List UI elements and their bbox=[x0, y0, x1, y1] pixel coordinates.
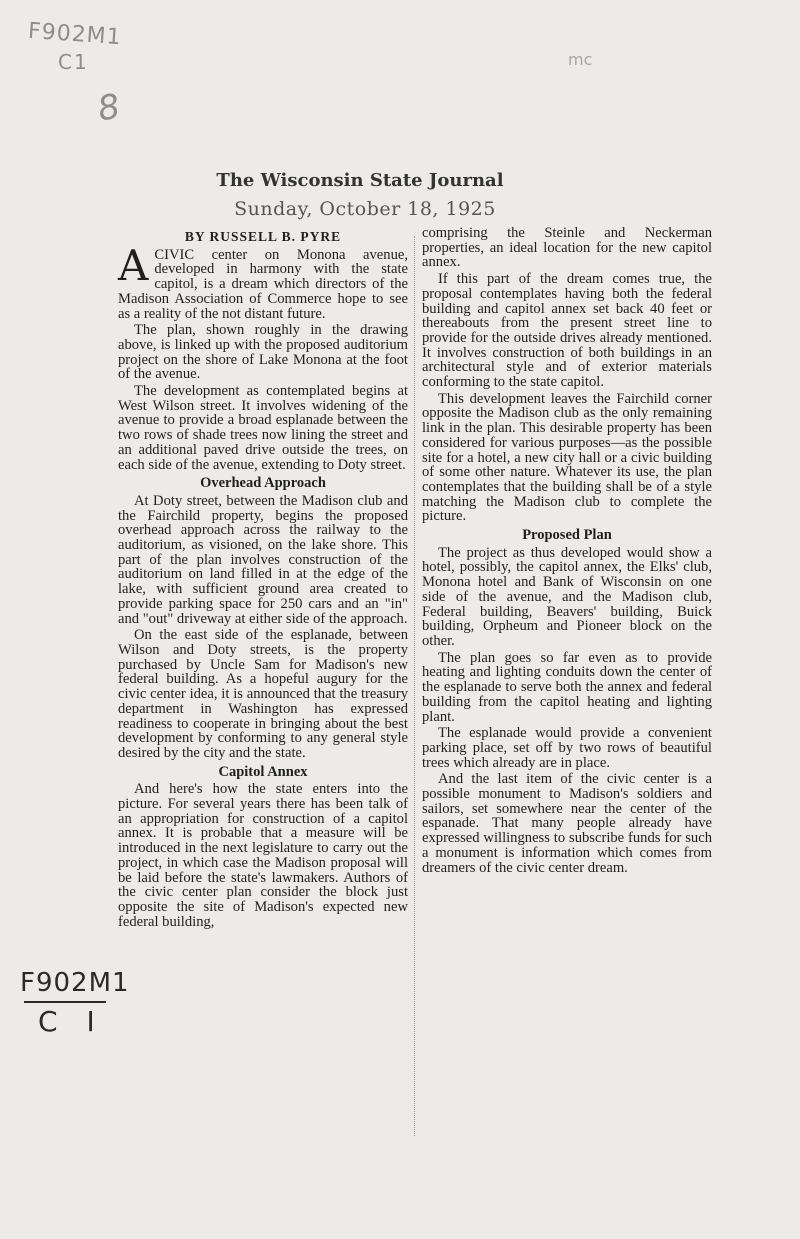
article-paragraph: At Doty street, between the Madison club and the Fairchild property, begins the proposed overhead approach across the railway to the auditorium, as visioned, on the lake shore. This part of the plan involves construction of the auditorium on land filled in at the edge of the lake, with sufficient ground area created to provide parking space for 250 cars and an "in" and "out" driveway at either side of the approach. bbox=[118, 492, 408, 627]
subhead-capitol-annex: Capitol Annex bbox=[218, 763, 308, 780]
article-paragraph: The esplanade would provide a convenient parking place, set off by two rows of beautiful trees which already are in place. bbox=[422, 725, 712, 771]
article-paragraph: And the last item of the civic center is a possible monument to Madison's soldiers and sailors, set somewhere near the center of the espanade. That many people already have expressed willingness to subscribe funds for such a monument is information which comes from dreamers of the civic center dream. bbox=[422, 771, 712, 876]
article-paragraph: The project as thus developed would show a hotel, possibly, the capitol annex, the Elks' club, Monona hotel and Bank of Wisconsin on one side of the avenue, and the Madison club, Federal building, Beavers' building, Buick building, Orpheum and Pioneer block on the other. bbox=[422, 544, 712, 649]
pencil-page-number: 8 bbox=[94, 86, 123, 130]
article-paragraph: The plan, shown roughly in the drawing above, is linked up with the proposed auditorium project on the shore of Lake Monona at the foot of the avenue. bbox=[118, 322, 408, 383]
drop-cap: A bbox=[118, 240, 149, 290]
article-paragraph: The plan goes so far even as to provide heating and lighting conduits down the center of the esplanade to serve both the annex and federal building from the capitol heating and lighting plant. bbox=[422, 649, 712, 725]
column-divider bbox=[414, 236, 415, 1136]
byline: BY RUSSELL B. PYRE bbox=[184, 229, 342, 244]
subhead-overhead-approach: Overhead Approach bbox=[200, 475, 326, 492]
article-paragraph: And here's how the state enters into the picture. For several years there has been talk of an appropriation for construction of a capitol annex. It is probable that a measure will be introduced in the next legislature to carry out the project, in which case the Madison proposal will be laid before the state's lawmakers. Authors of the civic center plan consider the block just opposite the site of Madison's expected new federal building, bbox=[118, 781, 408, 930]
pencil-annotation-ci: C1 bbox=[58, 50, 89, 74]
margin-ci: C I bbox=[38, 1005, 105, 1038]
pencil-annotation-code: F902M1 bbox=[27, 18, 123, 51]
dateline: Sunday, October 18, 1925 bbox=[234, 198, 496, 220]
article-paragraph: If this part of the dream comes true, the proposal contemplates having both the federal building and capitol annex set back 40 feet or thereabouts from the present street line to provide for the outside drives already mentioned. It involves construction of both buildings in an architectural style and of exterior materials conforming to the state capitol. bbox=[422, 271, 712, 391]
margin-divider bbox=[24, 1001, 106, 1003]
article-column-right bbox=[422, 226, 712, 877]
article-paragraph: The development as contemplated begins at West Wilson street. It involves widening of the avenue to provide a broad esplanade between the two rows of shade trees now lining the street and an additional paved drive outside the trees, on each side of the avenue, extending to Doty street. bbox=[118, 383, 408, 473]
article-column-left bbox=[118, 226, 408, 931]
article-paragraph: comprising the Steinle and Neckerman properties, an ideal location for the new capitol annex. bbox=[422, 225, 712, 271]
margin-annotation bbox=[20, 968, 130, 1038]
article-paragraph: This development leaves the Fairchild corner opposite the Madison club as the only remaining link in the plan. This desirable property has been considered for various purposes—as the possible site for a hotel, a new city hall or a civic building of some other nature. Whatever its use, the plan contemplates that the building shall be of a style matching the Madison club to complete the picture. bbox=[422, 390, 712, 525]
pencil-annotation-mark: mc bbox=[568, 50, 593, 69]
newspaper-masthead: The Wisconsin State Journal bbox=[216, 170, 504, 191]
subhead-proposed-plan: Proposed Plan bbox=[522, 527, 612, 544]
article-paragraph: ACIVIC center on Monona avenue, developed in harmony with the state capitol, is a dream which directors of the Madison Association of Commerce hope to see as a reality of the not distant future. bbox=[118, 240, 408, 322]
margin-code: F902M1 bbox=[20, 968, 130, 998]
article-paragraph: On the east side of the esplanade, between Wilson and Doty streets, is the property purchased by Uncle Sam for Madison's new federal building. As a hopeful augury for the civic center idea, it is announced that the treasury department in Washington has expressed readiness to cooperate in bringing about the best development by conforming to any general style desired by the city and the state. bbox=[118, 627, 408, 761]
